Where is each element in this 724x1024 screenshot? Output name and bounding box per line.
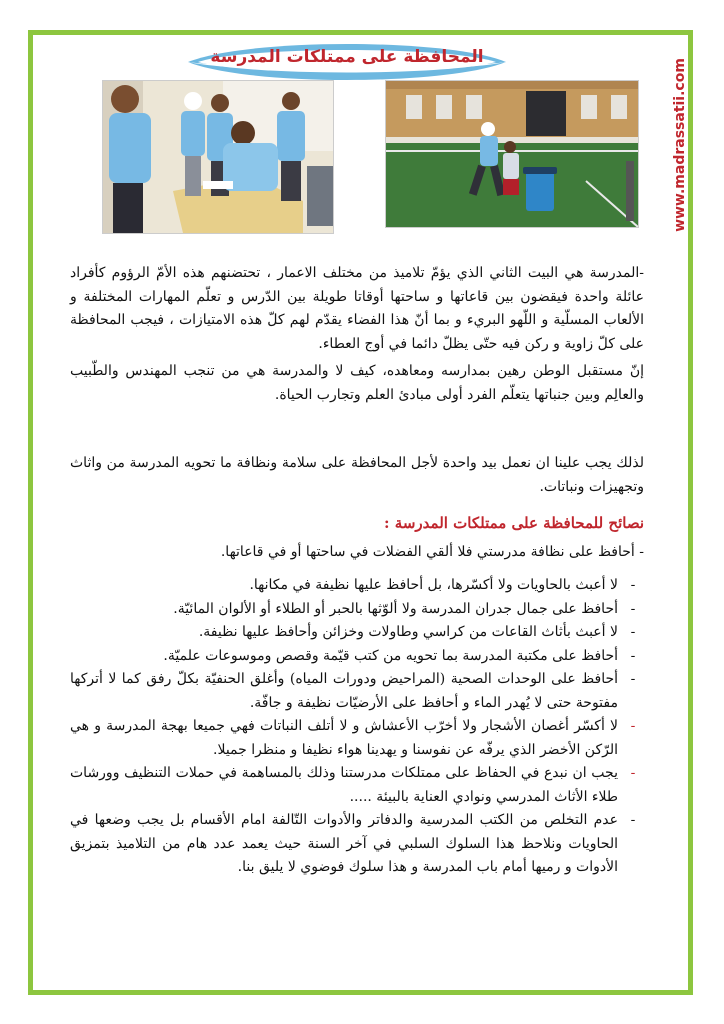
bullet-dash: - bbox=[630, 600, 636, 617]
list-item: - أحافظ على جمال جدران المدرسة ولا ألوّثها بالحبر أو الطلاء أو الألوان المائيّة. bbox=[70, 598, 644, 622]
paragraph-conclusion: لذلك يجب علينا ان نعمل بيد واحدة لأجل المحافظة على سلامة ونظافة ما تحويه المدرسة من واثاث وتجهيزات ونباتات. bbox=[70, 455, 644, 495]
list-item: - أحافظ على مكتبة المدرسة بما تحويه من كتب قيّمة وقصص وموسوعات علميّة. bbox=[70, 645, 644, 669]
schoolyard-cleaning-photo bbox=[385, 80, 639, 228]
bullet-dash: - bbox=[630, 647, 636, 664]
tips-list bbox=[70, 574, 644, 880]
tips-intro: - أحافظ على نظافة مدرستي فلا ألقي الفضلات في ساحتها أو في قاعاتها. bbox=[220, 544, 644, 560]
bullet-dash: - bbox=[630, 765, 636, 781]
page-title: المحافظة على ممتلكات المدرسة bbox=[210, 47, 484, 67]
title-banner bbox=[188, 40, 506, 84]
bullet-dash: - bbox=[630, 671, 636, 687]
paragraph-future: إنّ مستقبل الوطن رهين بمدارسه ومعاهده، كيف لا والمدرسة هي من تنجب المهندس والطّبيب والعالِم وبين جنباتها يتعلّم الفرد أولى مبادئ العلم وتجارب الحياة. bbox=[70, 363, 644, 403]
bullet-dash: - bbox=[630, 577, 636, 593]
classroom-cleaning-photo bbox=[102, 80, 334, 234]
website-watermark bbox=[660, 45, 700, 245]
tips-heading: نصائح للمحافظة على ممتلكات المدرسة : bbox=[384, 514, 644, 532]
bullet-dash: - bbox=[630, 812, 636, 828]
list-item: - أحافظ على الوحدات الصحية (المراحيض ودورات المياه) وأغلق الحنفيّة بكلّ رفق كما لا أتركها مفتوحة حتى لا يُهدر الماء و أحافظ على الأرضيّات نظيفة و جافّة. bbox=[70, 668, 644, 715]
bullet-dash: - bbox=[630, 624, 636, 640]
list-item: - لا أكسّر أغصان الأشجار ولا أخرّب الأعشاش و لا أتلف النباتات فهي جميعا بهجة المدرسة و هي الرّكن الأخضر الذي يرفّه عن نفوسنا و يهدينا هواء نظيفا و منظرا جميلا. bbox=[70, 715, 644, 762]
list-item: - لا أعبث بالحاويات ولا أكسّرها، بل أحافظ عليها نظيفة في مكانها. bbox=[70, 574, 644, 598]
list-item: - لا أعبث بأثاث القاعات من كراسي وطاولات وخزائن وأحافظ عليها نظيفة. bbox=[70, 621, 644, 645]
list-item: - يجب ان نبدع في الحفاظ على ممتلكات مدرستنا وذلك بالمساهمة في حملات التنظيف وورشات طلاء الأثاث المدرسي ونوادي العناية بالبيئة ..... bbox=[70, 762, 644, 809]
paragraph-school-role: -المدرسة هي البيت الثاني الذي يؤمّ تلاميذ من مختلف الاعمار ، تحتضنهم هذه الأمّ الرؤوم كأفراد عائلة واحدة فيقضون بين قاعاتها و ساحتها أوقاتا طويلة بين الدّرس و تعلّم المهارات المختلفة و الألعاب المسلّية و اللّهو البريء و بما أنّ هذا الفضاء يقدّم لهم كلّ هذه الامتيازات ، فيجب المحافظة على كلّ زاوية و ركن فيه حتّى يظلّ دائما في أوج العطاء. bbox=[70, 265, 644, 352]
bullet-dash: - bbox=[630, 718, 636, 734]
website-url: www.madrassatii.com bbox=[672, 58, 688, 232]
list-item: - عدم التخلص من الكتب المدرسية والدفاتر والأدوات التّالفة امام الأقسام بل يجب وضعها في الحاويات ونلاحظ هذا السلوك السلبي في آخر السنة حيث يعمد عدد هام من التلاميذ بتمزيق الأدوات و رميها أمام باب المدرسة و هذا سلوك فوضوي لا يليق بنا. bbox=[70, 809, 644, 880]
